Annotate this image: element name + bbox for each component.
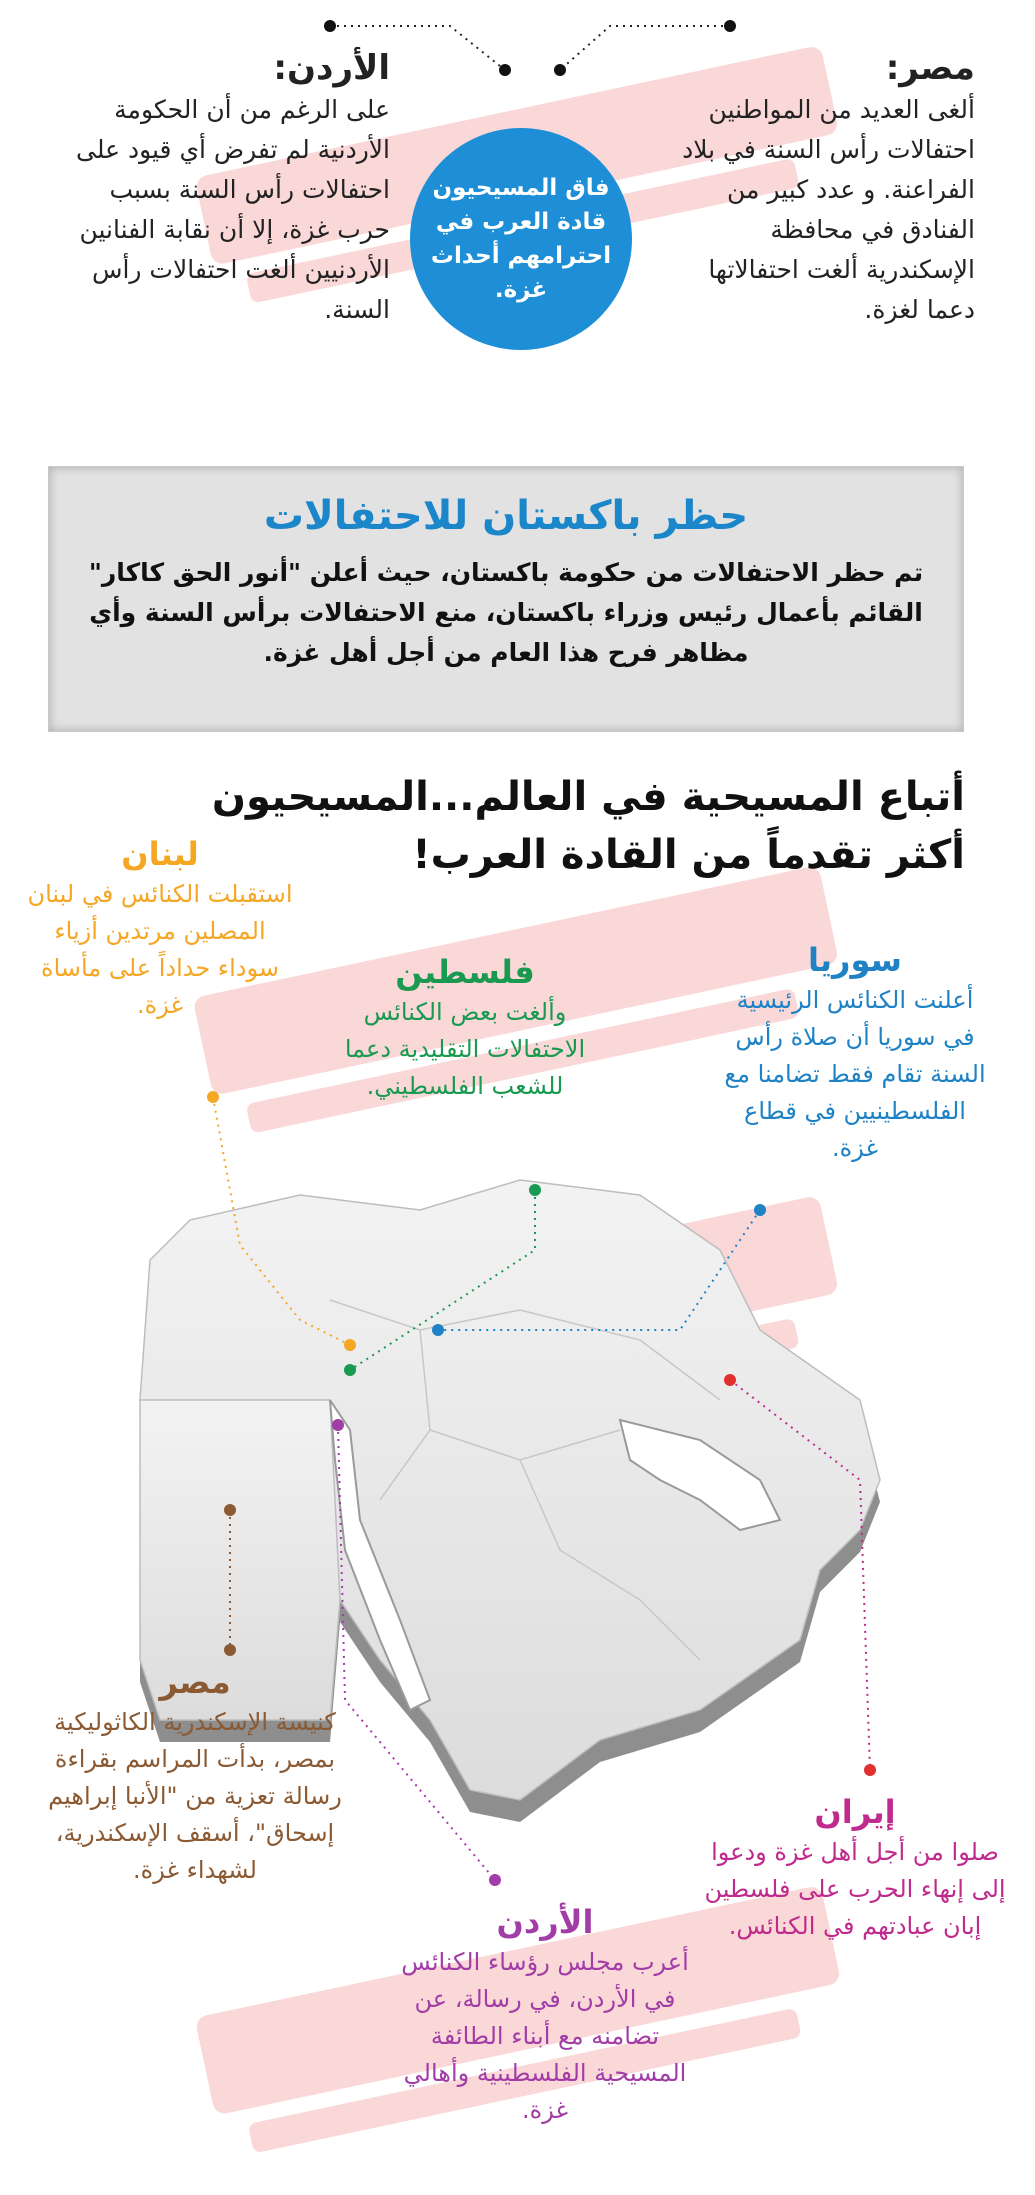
- section-title: أتباع المسيحية في العالم...المسيحيون أكثر تقدماً من القادة العرب!: [211, 774, 965, 878]
- iran-text: صلوا من أجل أهل غزة ودعوا إلى إنهاء الحرب على فلسطين إبان عبادتهم في الكنائس.: [704, 1838, 1006, 1940]
- syria-title: سوريا: [808, 941, 902, 979]
- pakistan-text: تم حظر الاحتفالات من حكومة باكستان، حيث أعلن "أنور الحق كاكار" القائم بأعمال رئيس وزراء باكستان، منع الاحتفالات برأس السنة وأي مظاهر فرح هذا العام من أجل أهل غزة.: [88, 558, 924, 667]
- egypt-top-text: ألغى العديد من المواطنين احتفالات رأس السنة في بلاد الفراعنة. و عدد كبير من الفنادق في محافظة الإسكندرية ألغت احتفالاتها دعما لغزة.: [682, 95, 975, 324]
- jordan-map-text: أعرب مجلس رؤساء الكنائس في الأردن، في رسالة، عن تضامنه مع أبناء الطائفة المسيحية الفلسطينية وأهالي غزة.: [401, 1948, 689, 2124]
- palestine-label: [320, 950, 610, 1105]
- syria-text: أعلنت الكنائس الرئيسية في سوريا أن صلاة رأس السنة تقام فقط تضامنا مع الفلسطينيين في قطاع غزة.: [724, 986, 986, 1162]
- jordan-top-text: على الرغم من أن الحكومة الأردنية لم تفرض أي قيود على احتفالات رأس السنة بسبب حرب غزة، إلا أن نقابة الفنانين الأردنيين ألغت احتفالات رأس السنة.: [75, 95, 390, 324]
- lebanon-label: [20, 832, 300, 1024]
- jordan-top-title: الأردن:: [273, 48, 390, 88]
- palestine-text: وألغت بعض الكنائس الاحتفالات التقليدية دعما للشعب الفلسطيني.: [344, 998, 586, 1100]
- palestine-title: فلسطين: [395, 953, 535, 991]
- iran-title: إيران: [814, 1793, 896, 1831]
- egypt-map-title: مصر: [159, 1663, 231, 1701]
- lebanon-text: استقبلت الكنائس في لبنان المصلين مرتدين أزياء سوداء حداداً على مأساة غزة.: [27, 880, 293, 1019]
- egypt-map-text: كنيسة الإسكندرية الكاثوليكية بمصر، بدأت المراسم بقراءة رسالة تعزية من "الأنبا إبراهيم إسحاق"، أسقف الإسكندرية، لشهداء غزة.: [48, 1708, 342, 1884]
- iran-label: [700, 1790, 1010, 1945]
- egypt-top-title: مصر:: [885, 48, 975, 88]
- jordan-map-label: [395, 1900, 695, 2129]
- lebanon-title: لبنان: [121, 835, 199, 873]
- egypt-map-label: [40, 1660, 350, 1889]
- highlight-circle: فاق المسيحيون قادة العرب في احترامهم أحداث غزة.: [410, 128, 632, 350]
- jordan-map-title: الأردن: [496, 1903, 594, 1941]
- pakistan-title: حظر باكستان للاحتفالات: [263, 493, 749, 539]
- syria-label: [720, 938, 990, 1167]
